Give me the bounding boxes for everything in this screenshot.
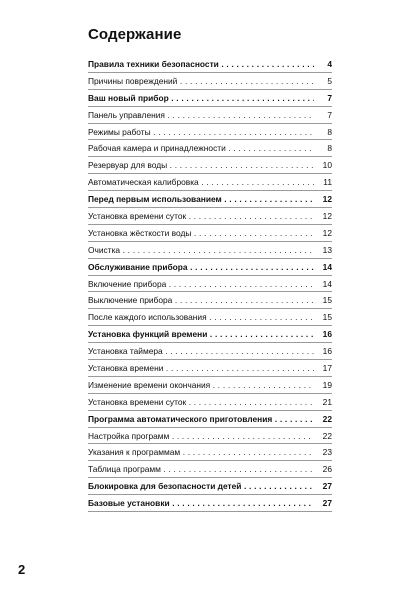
toc-entry[interactable] xyxy=(88,242,332,259)
toc-entry[interactable] xyxy=(88,309,332,326)
toc-entry-label: Очистка . . . xyxy=(88,242,314,259)
toc-entry[interactable] xyxy=(88,428,332,445)
toc-entry-page: 7 xyxy=(327,92,332,103)
toc-entry[interactable] xyxy=(88,208,332,225)
toc-entry-label: Установка времени суток . . . xyxy=(88,394,314,411)
toc-entry-label: Правила техники безопасности . . . xyxy=(88,56,314,73)
toc-entry-page: 10 xyxy=(322,160,332,171)
toc-entry-page: 27 xyxy=(322,481,332,492)
toc-entry-page: 8 xyxy=(327,143,332,154)
toc-entry-page: 7 xyxy=(327,109,332,120)
toc-entry-label: Установка жёсткости воды . . . xyxy=(88,225,314,242)
toc-entry-page: 13 xyxy=(322,244,332,255)
toc-entry-label: Установка времени суток . . . xyxy=(88,208,314,225)
toc-entry-label: Установка таймера . . . xyxy=(88,343,314,360)
toc-entry[interactable] xyxy=(88,174,332,191)
toc-entry-page: 23 xyxy=(322,447,332,458)
toc-entry-label: Режимы работы . . . xyxy=(88,124,314,141)
toc-entry-label: Выключение прибора . . . xyxy=(88,292,314,309)
toc-entry-page: 16 xyxy=(322,329,332,340)
toc-entry[interactable] xyxy=(88,276,332,293)
toc-entry[interactable] xyxy=(88,225,332,242)
toc-entry-page: 12 xyxy=(322,211,332,222)
toc-entry-label: Перед первым использованием . . . xyxy=(88,191,314,208)
toc-entry[interactable] xyxy=(88,326,332,343)
toc-entry[interactable] xyxy=(88,191,332,208)
toc-entry-label: Причины повреждений . . . xyxy=(88,73,314,90)
toc-entry-label: После каждого использования . . . xyxy=(88,309,314,326)
toc-entry[interactable] xyxy=(88,360,332,377)
toc-entry-page: 14 xyxy=(322,261,332,272)
toc-entry-page: 11 xyxy=(323,177,332,188)
toc-entry-page: 15 xyxy=(322,312,332,323)
toc-entry-label: Рабочая камера и принадлежности . . . xyxy=(88,140,314,157)
toc-entry-page: 8 xyxy=(327,126,332,137)
toc-entry-page: 21 xyxy=(322,396,332,407)
toc-entry-page: 4 xyxy=(327,59,332,69)
page-number: 2 xyxy=(18,562,26,577)
toc-entry-page: 15 xyxy=(322,295,332,306)
toc-entry[interactable] xyxy=(88,461,332,478)
toc-entry-page: 22 xyxy=(322,413,332,424)
toc-entry-page: 5 xyxy=(327,75,332,86)
toc-entry[interactable] xyxy=(88,394,332,411)
toc-entry-label: Ваш новый прибор . . . xyxy=(88,90,314,107)
toc-entry-page: 16 xyxy=(322,346,332,357)
toc-entry-label: Указания к программам . . . xyxy=(88,444,314,461)
toc-entry-page: 14 xyxy=(322,278,332,289)
toc-entry-page: 17 xyxy=(322,363,332,374)
toc-entry[interactable] xyxy=(88,140,332,157)
toc-entry-label: Обслуживание прибора . . . xyxy=(88,259,314,276)
toc-entry-label: Включение прибора . . . xyxy=(88,276,314,293)
toc-entry-label: Автоматическая калибровка . . . xyxy=(88,174,314,191)
toc-entry[interactable] xyxy=(88,495,332,512)
toc-entry[interactable] xyxy=(88,377,332,394)
page-title: Содержание xyxy=(88,26,182,43)
table-of-contents xyxy=(88,56,332,512)
toc-entry[interactable] xyxy=(88,157,332,174)
toc-entry-label: Программа автоматического приготовления . . . xyxy=(88,411,314,428)
toc-entry[interactable] xyxy=(88,292,332,309)
toc-entry[interactable] xyxy=(88,411,332,428)
toc-entry-page: 26 xyxy=(322,464,332,475)
toc-entry[interactable] xyxy=(88,56,332,73)
toc-entry-label: Базовые установки . . . xyxy=(88,495,314,512)
toc-entry-label: Изменение времени окончания . . . xyxy=(88,377,314,394)
toc-entry[interactable] xyxy=(88,444,332,461)
toc-entry-page: 27 xyxy=(322,498,332,509)
toc-entry[interactable] xyxy=(88,478,332,495)
toc-entry[interactable] xyxy=(88,343,332,360)
toc-entry-label: Установка функций времени . . . xyxy=(88,326,314,343)
toc-entry-page: 22 xyxy=(322,430,332,441)
toc-entry[interactable] xyxy=(88,73,332,90)
toc-entry-label: Блокировка для безопасности детей . . . xyxy=(88,478,314,495)
toc-entry-label: Резервуар для воды . . . xyxy=(88,157,314,174)
toc-entry[interactable] xyxy=(88,107,332,124)
toc-entry[interactable] xyxy=(88,90,332,107)
toc-entry-label: Таблица программ . . . xyxy=(88,461,314,478)
toc-entry[interactable] xyxy=(88,259,332,276)
toc-entry-label: Панель управления . . . xyxy=(88,107,314,124)
toc-entry-label: Установка времени . . . xyxy=(88,360,314,377)
toc-entry-page: 12 xyxy=(322,227,332,238)
toc-entry-page: 12 xyxy=(322,194,332,205)
toc-entry-label: Настройка программ . . . xyxy=(88,428,314,445)
toc-entry-page: 19 xyxy=(322,379,332,390)
toc-entry[interactable] xyxy=(88,124,332,141)
